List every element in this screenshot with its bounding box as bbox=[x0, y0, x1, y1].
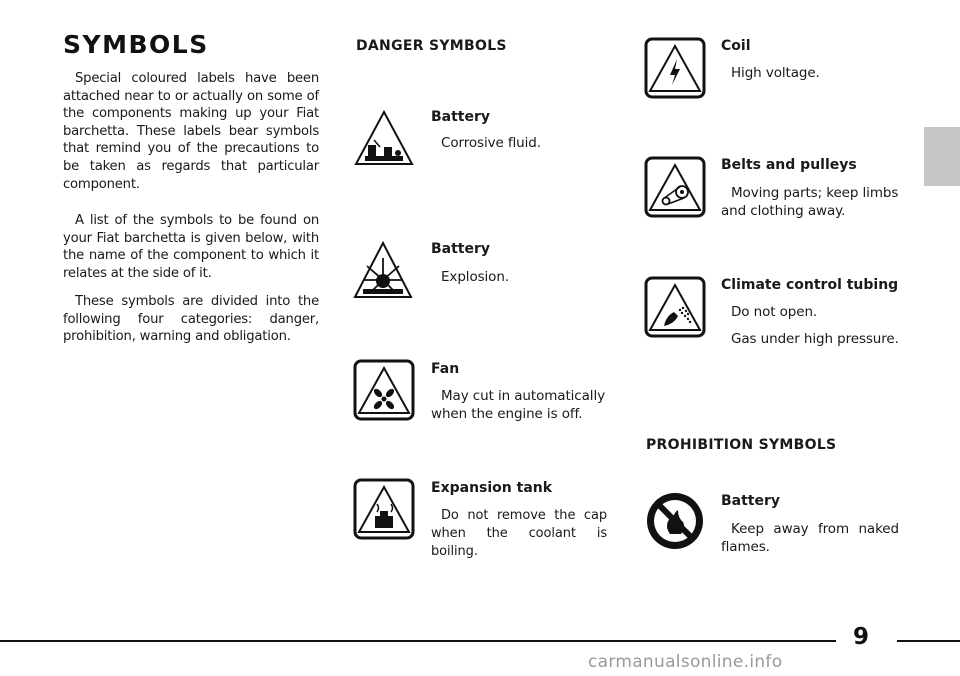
danger-item-title: Fan bbox=[431, 361, 460, 377]
danger-item-desc: Do not open. bbox=[731, 304, 818, 320]
prohibition-symbols-heading: PROHIBITION SYMBOLS bbox=[646, 437, 837, 453]
footer-rule-left bbox=[0, 640, 836, 642]
watermark: carmanualsonline.info bbox=[588, 652, 783, 672]
footer-rule-right bbox=[897, 640, 960, 642]
prohibition-item-title: Battery bbox=[721, 493, 781, 509]
danger-item-title: Coil bbox=[721, 38, 751, 54]
no-naked-flames-icon bbox=[644, 490, 706, 556]
intro-paragraph-3: These symbols are divided into the following four categories: danger, prohibition, warning and obligation. bbox=[63, 294, 319, 345]
explosion-icon bbox=[353, 240, 413, 304]
high-voltage-icon bbox=[644, 37, 706, 103]
danger-item-desc: Corrosive fluid. bbox=[441, 135, 541, 151]
danger-item-title: Climate control tubing bbox=[721, 277, 899, 293]
danger-item-title: Belts and pulleys bbox=[721, 157, 857, 173]
danger-item-title: Battery bbox=[431, 241, 491, 257]
danger-symbols-heading: DANGER SYMBOLS bbox=[356, 38, 507, 54]
danger-item-desc: Do not remove the cap when the coolant is boiling. bbox=[431, 508, 607, 559]
danger-item-desc: Gas under high pressure. bbox=[731, 331, 899, 347]
section-tab bbox=[924, 127, 960, 186]
intro-paragraph-1: Special coloured labels have been attached near to or actually on some of the components making up your Fiat barchetta. These labels bear symbols that remind you of the precautions to be taken as regards that particular component. bbox=[63, 71, 319, 192]
high-pressure-gas-icon bbox=[644, 276, 706, 342]
danger-item-desc: Moving parts; keep limbs and clothing away. bbox=[721, 185, 899, 219]
intro-paragraph-2: A list of the symbols to be found on your Fiat barchetta is given below, with the name of the component to which it relates at the side of it. bbox=[63, 213, 319, 281]
danger-item-title: Battery bbox=[431, 109, 491, 125]
prohibition-item-desc: Keep away from naked flames. bbox=[721, 521, 899, 555]
boiling-coolant-icon bbox=[353, 478, 415, 544]
danger-item-desc: High voltage. bbox=[731, 65, 820, 81]
danger-item-desc: Explosion. bbox=[441, 269, 509, 285]
belts-pulleys-icon bbox=[644, 156, 706, 222]
danger-item-desc: May cut in automatically when the engine is off. bbox=[431, 388, 605, 422]
corrosive-fluid-icon bbox=[354, 109, 414, 171]
fan-icon bbox=[353, 359, 415, 425]
page-number: 9 bbox=[853, 624, 870, 650]
danger-item-title: Expansion tank bbox=[431, 480, 553, 496]
page-title: SYMBOLS bbox=[63, 30, 209, 59]
